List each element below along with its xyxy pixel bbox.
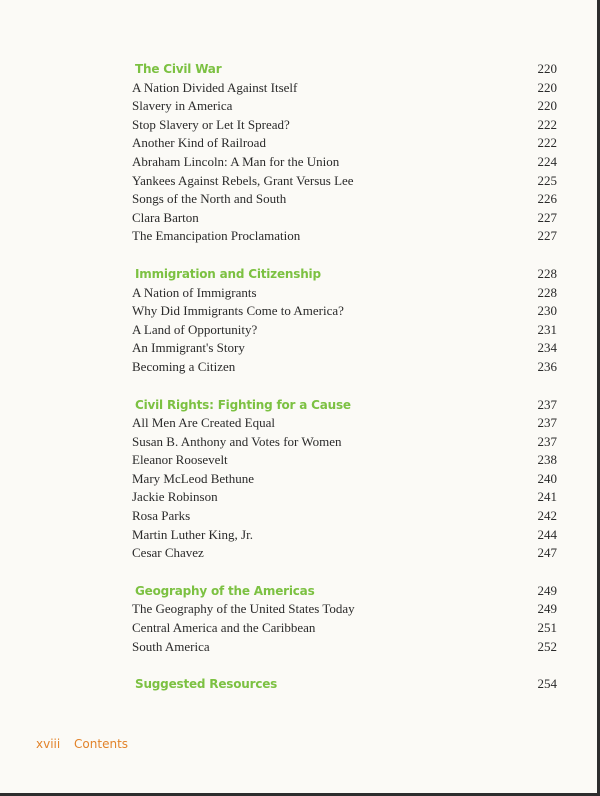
toc-section xyxy=(129,265,557,377)
toc-entry-title: All Men Are Created Equal xyxy=(132,415,275,431)
toc-entry xyxy=(129,321,557,340)
section-heading xyxy=(129,582,557,601)
toc-entry-page-number: 222 xyxy=(537,116,557,132)
toc-entry-page-number: 249 xyxy=(537,601,557,617)
toc-entry-title: South America xyxy=(132,638,210,654)
toc-entry-page-number: 234 xyxy=(537,340,557,356)
footer-section-label: Contents xyxy=(74,737,129,751)
section-heading xyxy=(129,396,557,415)
section-heading xyxy=(129,265,557,284)
toc-entry-page-number: 242 xyxy=(537,508,557,524)
toc-entry-title: Another Kind of Railroad xyxy=(132,135,266,151)
toc-entry-page-number: 225 xyxy=(537,172,557,188)
toc-entry-title: Susan B. Anthony and Votes for Women xyxy=(132,433,342,449)
toc-entry-title: The Geography of the United States Today xyxy=(132,601,355,617)
toc-entry xyxy=(129,526,557,545)
toc-entry-page-number: 226 xyxy=(537,191,557,207)
section-heading-page-number: 249 xyxy=(537,582,557,598)
toc-entry-title: Cesar Chavez xyxy=(132,545,204,561)
toc-entry xyxy=(129,358,557,377)
toc-entry-title: Rosa Parks xyxy=(132,508,191,524)
toc-entry-page-number: 247 xyxy=(537,545,557,561)
toc-entry-title: Becoming a Citizen xyxy=(132,358,236,374)
toc-entry-title: Eleanor Roosevelt xyxy=(132,452,228,468)
toc-entry xyxy=(129,302,557,321)
toc-entry-page-number: 252 xyxy=(537,638,557,654)
toc-entry xyxy=(129,284,557,303)
toc-entry-title: Abraham Lincoln: A Man for the Union xyxy=(132,153,340,169)
toc-entry xyxy=(129,97,557,116)
toc-entry-page-number: 227 xyxy=(537,209,557,225)
toc-entry-page-number: 230 xyxy=(537,303,557,319)
toc-entry xyxy=(129,451,557,470)
toc-entry-page-number: 237 xyxy=(537,415,557,431)
toc-entry-page-number: 220 xyxy=(537,79,557,95)
toc-entry-page-number: 220 xyxy=(537,98,557,114)
section-heading xyxy=(129,675,557,694)
toc-entry-title: An Immigrant's Story xyxy=(132,340,245,356)
toc-entry-title: Slavery in America xyxy=(132,98,233,114)
section-heading-page-number: 237 xyxy=(537,396,557,412)
toc-entry xyxy=(129,600,557,619)
toc-entry-page-number: 241 xyxy=(537,489,557,505)
toc-entry-page-number: 227 xyxy=(537,228,557,244)
toc-entry xyxy=(129,153,557,172)
toc-entry-page-number: 231 xyxy=(537,321,557,337)
toc-entry xyxy=(129,488,557,507)
toc-entry-title: A Nation Divided Against Itself xyxy=(132,79,298,95)
toc-entry-title: Martin Luther King, Jr. xyxy=(132,526,253,542)
toc-entry xyxy=(129,172,557,191)
toc-section xyxy=(129,582,557,656)
toc-entry-page-number: 237 xyxy=(537,433,557,449)
table-of-contents xyxy=(129,60,557,713)
section-heading-page-number: 220 xyxy=(537,61,557,76)
toc-entry xyxy=(129,619,557,638)
toc-entry xyxy=(129,414,557,433)
toc-entry-page-number: 236 xyxy=(537,358,557,374)
toc-entry-title: Stop Slavery or Let It Spread? xyxy=(132,116,290,132)
toc-section xyxy=(129,675,557,694)
toc-entry-title: The Emancipation Proclamation xyxy=(132,228,301,244)
toc-entry-title: A Land of Opportunity? xyxy=(132,321,258,337)
toc-entry-title: Mary McLeod Bethune xyxy=(132,470,255,486)
toc-entry-title: A Nation of Immigrants xyxy=(132,284,257,300)
toc-entry xyxy=(129,544,557,563)
toc-entry xyxy=(129,470,557,489)
section-heading-title: Civil Rights: Fighting for a Cause xyxy=(135,397,351,412)
toc-section xyxy=(129,396,557,563)
toc-entry-page-number: 238 xyxy=(537,452,557,468)
toc-entry-title: Central America and the Caribbean xyxy=(132,620,316,636)
toc-entry xyxy=(129,507,557,526)
page-footer xyxy=(36,737,138,751)
section-heading-title: Immigration and Citizenship xyxy=(135,266,321,281)
toc-entry xyxy=(129,134,557,153)
section-heading-title: Geography of the Americas xyxy=(135,583,315,598)
toc-entry xyxy=(129,190,557,209)
toc-entry-title: Jackie Robinson xyxy=(132,489,218,505)
toc-entry xyxy=(129,638,557,657)
toc-entry-page-number: 228 xyxy=(537,284,557,300)
toc-entry-title: Songs of the North and South xyxy=(132,191,287,207)
section-heading xyxy=(129,60,557,79)
toc-entry-title: Clara Barton xyxy=(132,209,199,225)
toc-entry-page-number: 251 xyxy=(537,620,557,636)
section-heading-page-number: 254 xyxy=(537,676,557,692)
toc-entry xyxy=(129,79,557,98)
toc-entry xyxy=(129,227,557,246)
toc-entry xyxy=(129,433,557,452)
toc-section xyxy=(129,60,557,246)
section-heading-page-number: 228 xyxy=(537,265,557,281)
toc-entry-title: Why Did Immigrants Come to America? xyxy=(132,303,344,319)
toc-entry-page-number: 222 xyxy=(537,135,557,151)
toc-entry xyxy=(129,339,557,358)
toc-entry-title: Yankees Against Rebels, Grant Versus Lee xyxy=(132,172,354,188)
toc-entry-page-number: 240 xyxy=(537,470,557,486)
footer-page-number: xviii xyxy=(36,737,61,751)
section-heading-title: Suggested Resources xyxy=(135,677,278,692)
section-heading-title: The Civil War xyxy=(135,62,222,76)
toc-entry xyxy=(129,116,557,135)
toc-entry-page-number: 244 xyxy=(537,526,557,542)
toc-entry xyxy=(129,209,557,228)
toc-entry-page-number: 224 xyxy=(537,153,557,169)
